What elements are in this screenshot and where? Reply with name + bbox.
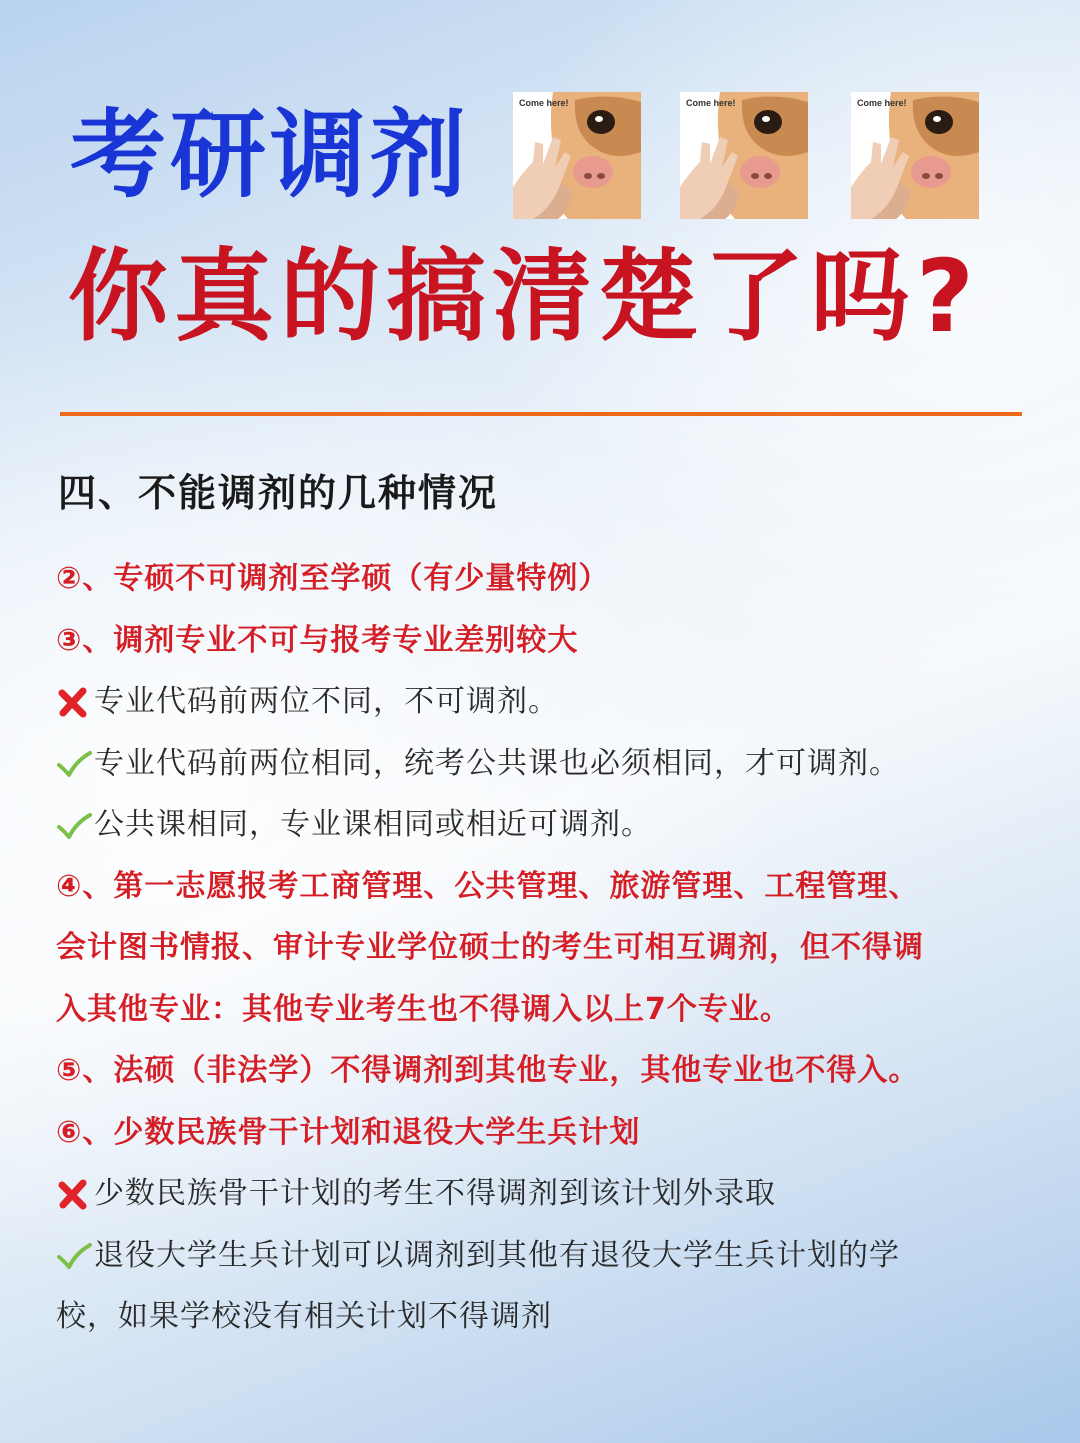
content-line-text: ②、专硕不可调剂至学硕（有少量特例）: [56, 561, 610, 596]
content-line-text: 入其他专业：其他专业考生也不得调入以上7个专业。: [56, 991, 791, 1027]
content-line-text: ③、调剂专业不可与报考专业差别较大: [56, 622, 579, 658]
content-line: [56, 1163, 1026, 1225]
cat-sticker-3: [851, 92, 979, 219]
content-line-text: ⑤、法硕（非法学）不得调剂到其他专业，其他专业也不得入。: [56, 1053, 920, 1088]
sticker-caption: Come here!: [686, 98, 736, 108]
cat-icon: [851, 92, 979, 219]
sticker-caption: Come here!: [519, 98, 569, 108]
content-line-text: ⑥、少数民族骨干计划和退役大学生兵计划: [56, 1114, 641, 1150]
check-mark-icon: [56, 745, 92, 781]
content-line: [56, 1286, 1026, 1348]
content-line-text: ④、第一志愿报考工商管理、公共管理、旅游管理、工程管理、: [56, 868, 920, 904]
content-line-text: 会计图书情报、审计专业学位硕士的考生可相互调剂，但不得调: [56, 930, 924, 965]
content-line-text: 专业代码前两位不同，不可调剂。: [94, 684, 559, 719]
check-mark-icon: [56, 1237, 92, 1273]
content-line: [56, 733, 1026, 795]
content-line: [56, 548, 1026, 610]
cat-icon: [680, 92, 808, 219]
sticker-row: [0, 92, 1080, 220]
content-line: [56, 856, 1026, 918]
page-title-line1: 考研调剂: [70, 99, 470, 211]
content-line: [56, 610, 1026, 672]
check-mark-icon: [56, 807, 92, 843]
cross-mark-icon: [56, 684, 92, 720]
page-title-line2: 你真的搞清楚了吗?: [68, 238, 981, 355]
content-line: [56, 979, 1026, 1041]
content-line: [56, 794, 1026, 856]
cat-icon: [513, 92, 641, 219]
content-line-text: 校，如果学校没有相关计划不得调剂: [56, 1299, 552, 1334]
section-title: 四、不能调剂的几种情况: [58, 471, 499, 515]
content-line-text: 少数民族骨干计划的考生不得调剂到该计划外录取: [94, 1176, 776, 1211]
content-line: [56, 917, 1026, 979]
content-line-text: 退役大学生兵计划可以调剂到其他有退役大学生兵计划的学: [94, 1237, 900, 1273]
content-line: [56, 1040, 1026, 1102]
section-divider: [60, 412, 1022, 416]
cross-mark-icon: [56, 1176, 92, 1212]
content-line-text: 公共课相同，专业课相同或相近可调剂。: [94, 807, 652, 842]
sticker-caption: Come here!: [857, 98, 907, 108]
content-lines: [56, 548, 1026, 1348]
content-line: [56, 1225, 1026, 1287]
content-line-text: 专业代码前两位相同，统考公共课也必须相同，才可调剂。: [94, 745, 900, 781]
content-line: [56, 671, 1026, 733]
cat-sticker-2: [680, 92, 808, 219]
content-line: [56, 1102, 1026, 1164]
cat-sticker-1: [513, 92, 641, 219]
